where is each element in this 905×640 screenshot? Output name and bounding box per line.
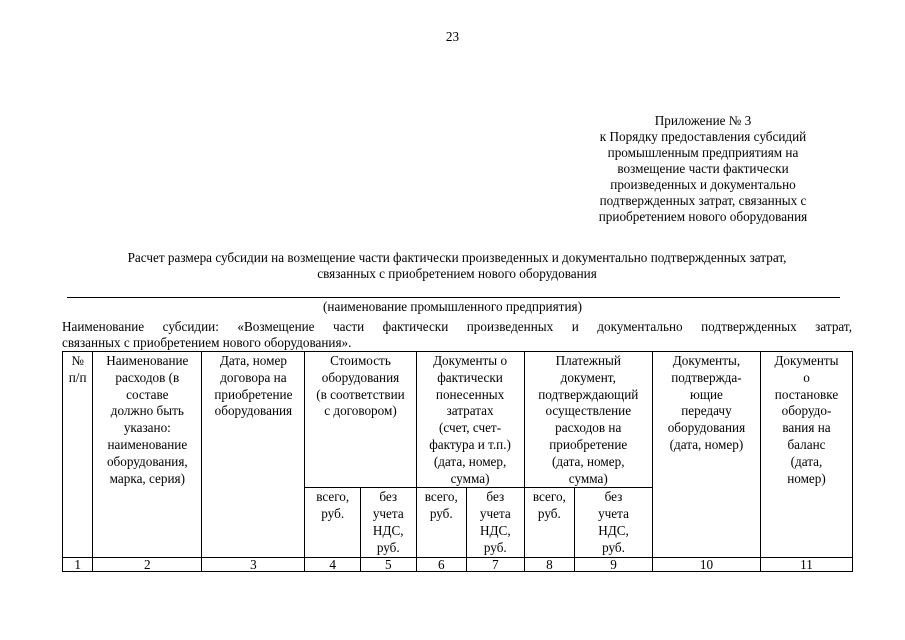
column-number: 1	[63, 557, 93, 571]
appendix-line: промышленным предприятиям на	[607, 145, 799, 160]
document-title	[62, 250, 852, 282]
column-number: 7	[467, 557, 525, 571]
column-number: 9	[575, 557, 653, 571]
subsidy-name-line: Наименование субсидии: «Возмещение части фактически произведенных и документально подтвержденных затрат,	[62, 319, 852, 334]
appendix-line: возмещение части фактически	[617, 161, 789, 176]
subsidy-name	[62, 319, 852, 351]
column-number: 10	[652, 557, 760, 571]
appendix-line: к Порядку предоставления субсидий	[599, 129, 807, 144]
column-number: 2	[93, 557, 202, 571]
header-cell-transfer-documents: Документы, подтвержда- ющие передачу оборудования (дата, номер)	[652, 352, 760, 558]
header-cell-contract: Дата, номер договора на приобретение оборудования	[202, 352, 305, 558]
title-line: связанных с приобретением нового оборудования	[317, 266, 597, 281]
header-cell-equipment-cost: Стоимость оборудования (в соответствии с договором)	[305, 352, 416, 488]
enterprise-name-blank-line	[67, 297, 840, 298]
column-number: 3	[202, 557, 305, 571]
header-cell-balance-documents: Документы о постановке оборудо- вания на баланс (дата, номер)	[760, 352, 852, 558]
calculation-table	[62, 351, 853, 572]
page-number: 23	[445, 29, 460, 44]
appendix-heading	[577, 113, 829, 225]
subheader-total: всего, руб.	[305, 488, 361, 557]
subsidy-name-line: связанных с приобретением нового оборудования».	[62, 335, 352, 350]
column-number: 6	[416, 557, 467, 571]
column-number-row	[63, 557, 853, 571]
column-number: 11	[760, 557, 852, 571]
column-number: 5	[360, 557, 416, 571]
subheader-no-vat: без учета НДС, руб.	[575, 488, 653, 557]
column-number: 8	[524, 557, 575, 571]
column-number: 4	[305, 557, 361, 571]
subheader-total: всего, руб.	[524, 488, 575, 557]
appendix-line: Приложение № 3	[654, 113, 752, 128]
title-line: Расчет размера субсидии на возмещение части фактически произведенных и документально подтвержденных затрат,	[127, 250, 787, 265]
header-cell-expense-name: Наименование расходов (в составе должно быть указано: наименование оборудования, марка, серия)	[93, 352, 202, 558]
appendix-line: подтвержденных затрат, связанных с	[599, 193, 807, 208]
subheader-no-vat: без учета НДС, руб.	[360, 488, 416, 557]
subheader-total: всего, руб.	[416, 488, 467, 557]
enterprise-caption: (наименование промышленного предприятия)	[323, 299, 582, 314]
header-cell-payment-document: Платежный документ, подтверждающий осуществление расходов на приобретение (дата, номер, сумма)	[524, 352, 652, 488]
appendix-line: приобретением нового оборудования	[598, 209, 808, 224]
subheader-no-vat: без учета НДС, руб.	[467, 488, 525, 557]
header-cell-number: № п/п	[63, 352, 93, 558]
appendix-line: произведенных и документально	[610, 177, 796, 192]
header-cell-cost-documents: Документы о фактически понесенных затратах (счет, счет- фактура и т.п.) (дата, номер, сумма)	[416, 352, 524, 488]
table-header-row	[63, 352, 853, 488]
